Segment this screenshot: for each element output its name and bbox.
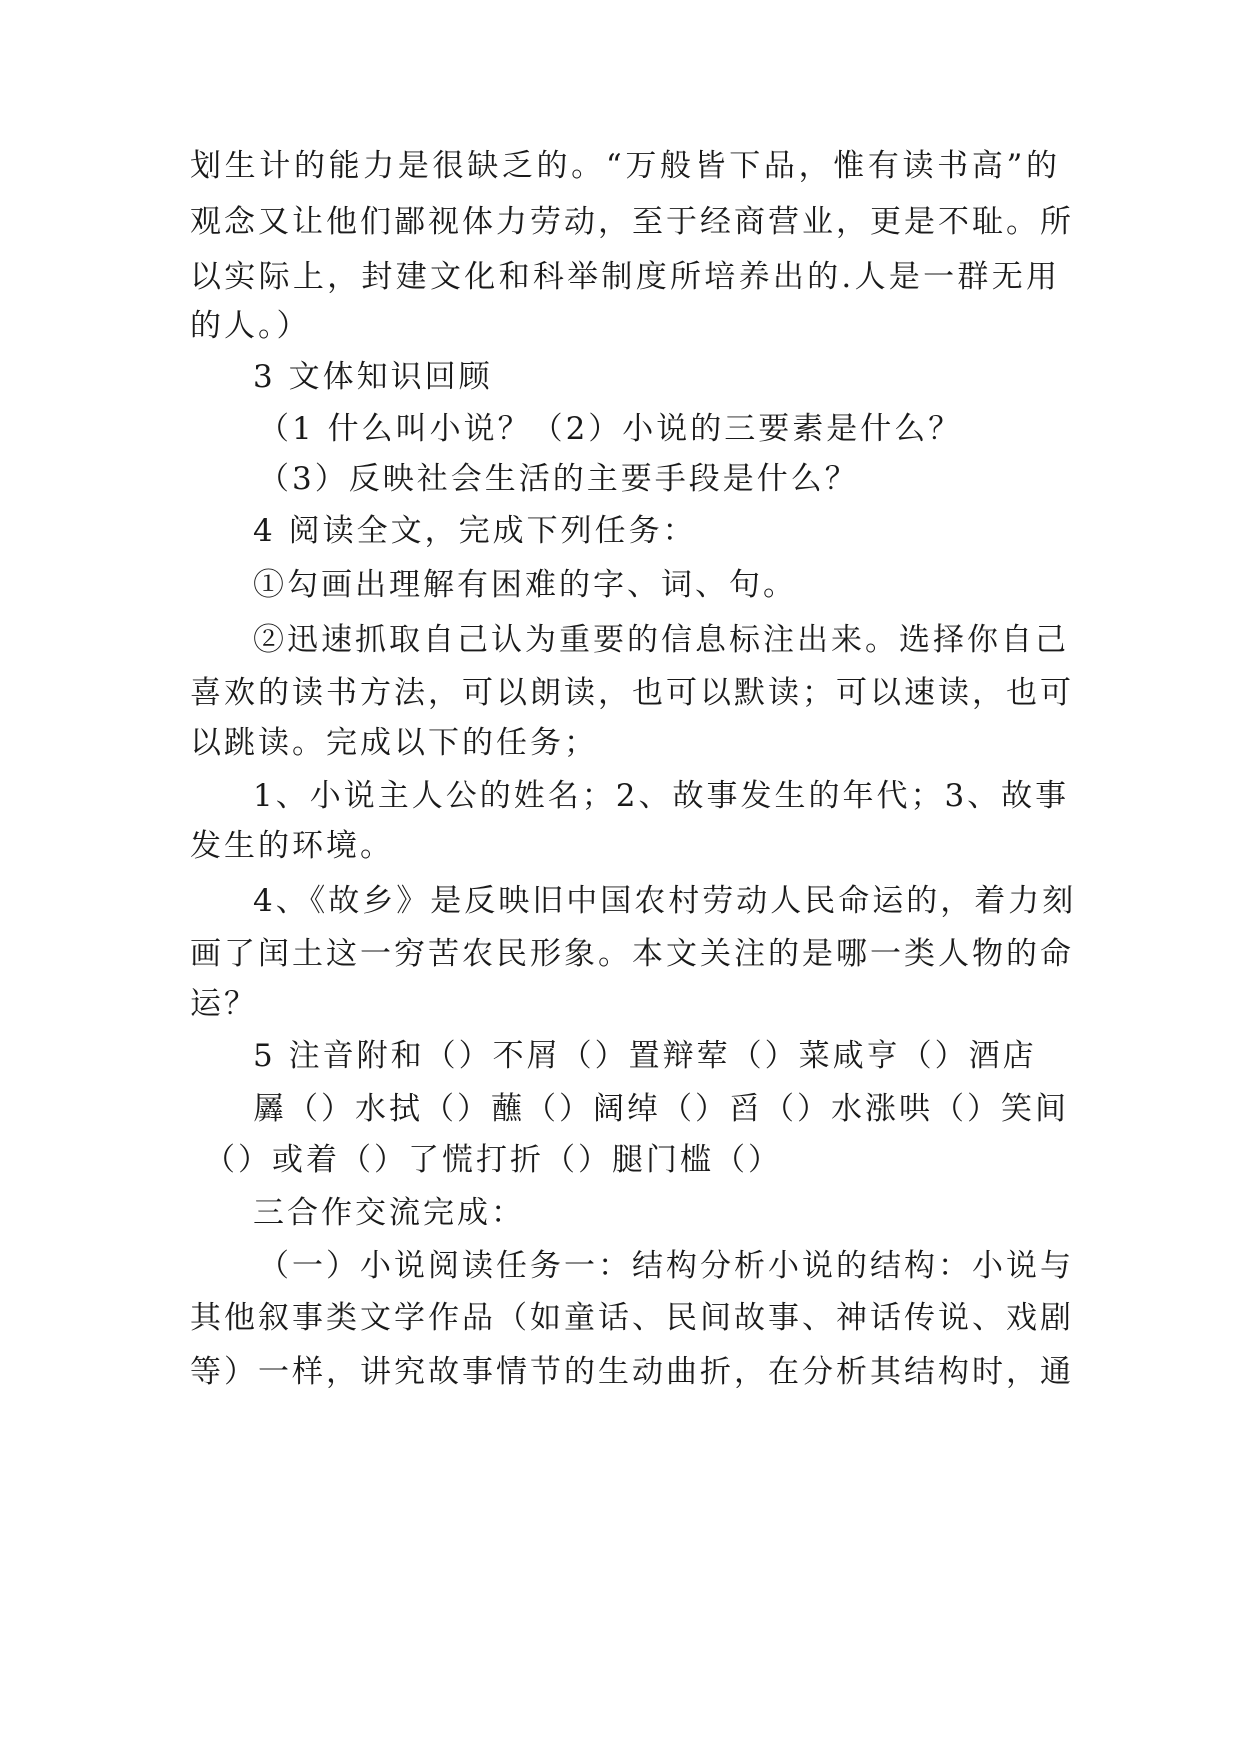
text-line: 喜欢的读书方法，可以朗读，也可以默读；可以速读，也可 [190, 675, 1074, 711]
text-line: 观念又让他们鄙视体力劳动，至于经商营业，更是不耻。所 [190, 204, 1074, 240]
section-heading: 三合作交流完成： [253, 1195, 525, 1231]
text-line: 运？ [190, 986, 258, 1022]
task-item: 1、小说主人公的姓名；2、故事发生的年代；3、故事 [253, 778, 1070, 814]
text-line: 其他叙事类文学作品（如童话、民间故事、神话传说、戏剧 [190, 1300, 1074, 1336]
task-item: ②迅速抓取自己认为重要的信息标注出来。选择你自己 [253, 622, 1069, 658]
text-line: 以跳读。完成以下的任务； [190, 725, 598, 761]
question-line: （3）反映社会生活的主要手段是什么？ [258, 461, 859, 497]
question-line: （1 什么叫小说？（2）小说的三要素是什么？ [258, 411, 963, 447]
text-line: 画了闰土这一穷苦农民形象。本文关注的是哪一类人物的命 [190, 936, 1074, 972]
task-item: 4、《故乡》是反映旧中国农村劳动人民命运的，着力刻 [253, 883, 1077, 919]
pinyin-exercise-line: （）或着（）了慌打折（）腿门槛（） [204, 1142, 782, 1178]
text-line: 划生计的能力是很缺乏的。“万般皆下品，惟有读书高”的 [190, 148, 1060, 184]
text-line: 以实际上，封建文化和科举制度所培养出的.人是一群无用 [190, 259, 1060, 295]
text-line: 等）一样，讲究故事情节的生动曲折，在分析其结构时，通 [190, 1354, 1074, 1390]
pinyin-exercise-line: 羼（）水拭（）蘸（）阔绰（）舀（）水涨哄（）笑间 [253, 1091, 1069, 1127]
task-item: （一）小说阅读任务一：结构分析小说的结构：小说与 [258, 1248, 1074, 1284]
pinyin-exercise-line: 5 注音附和（）不屑（）置辩荤（）菜咸亨（）酒店 [253, 1038, 1037, 1074]
section-heading: 3 文体知识回顾 [253, 359, 493, 395]
section-heading: 4 阅读全文，完成下列任务： [253, 513, 697, 549]
text-line: 的人。） [190, 308, 311, 344]
task-item: ①勾画出理解有困难的字、词、句。 [253, 567, 797, 603]
text-line: 发生的环境。 [190, 828, 394, 864]
